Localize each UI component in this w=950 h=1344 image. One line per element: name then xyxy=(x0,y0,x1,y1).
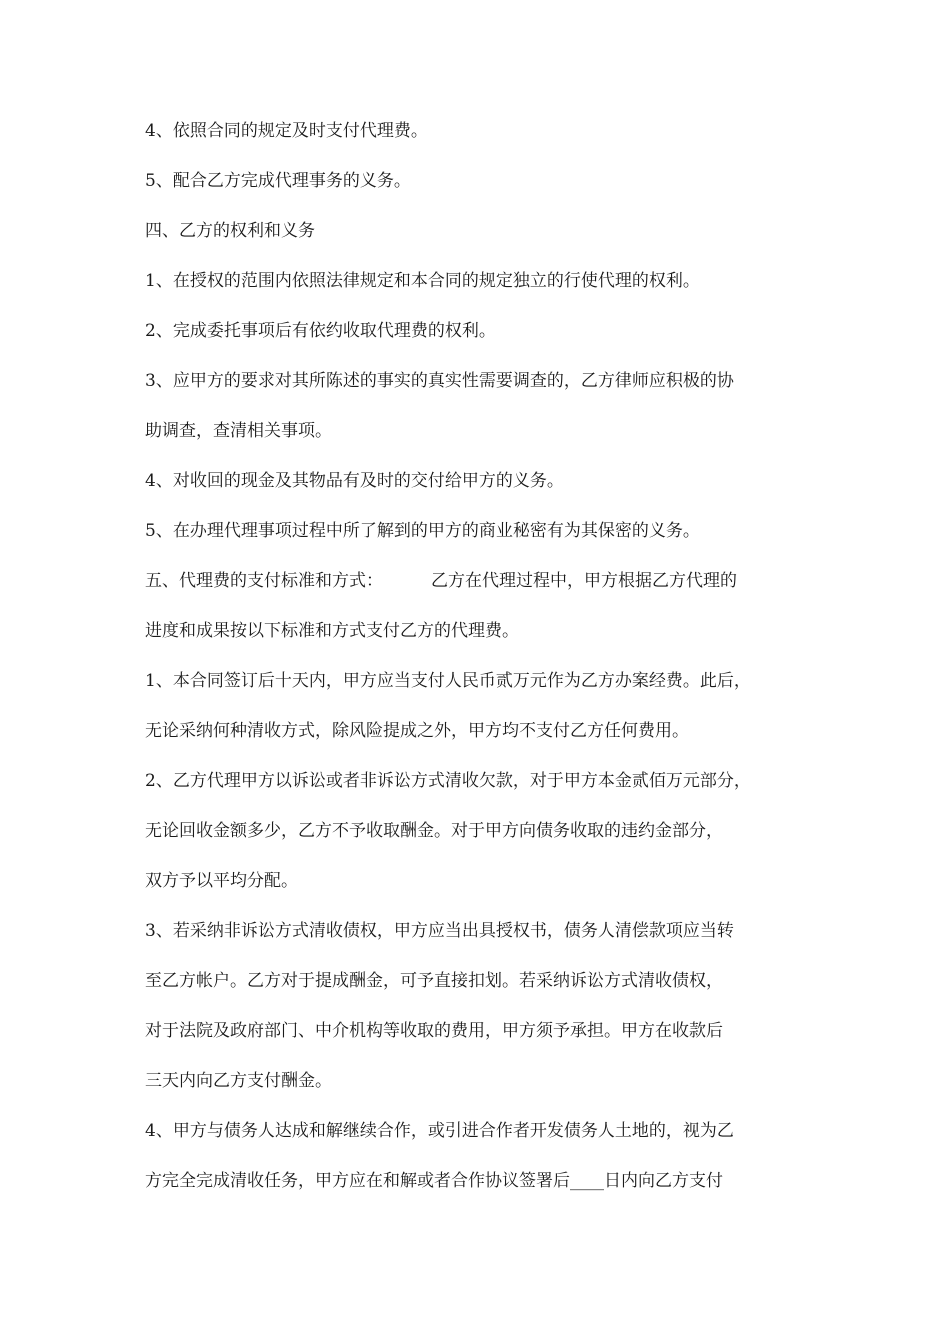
text-line: 无论回收金额多少，乙方不予收取酬金。对于甲方向债务收取的违约金部分， xyxy=(145,821,723,841)
text-line: 3、若采纳非诉讼方式清收债权，甲方应当出具授权书，债务人清偿款项应当转 xyxy=(145,921,734,941)
section-heading: 四、乙方的权利和义务 xyxy=(145,221,315,241)
section-heading-line xyxy=(145,568,825,594)
text-line: 对于法院及政府部门、中介机构等收取的费用，甲方须予承担。甲方在收款后 xyxy=(145,1021,723,1041)
text-line: 方完全完成清收任务，甲方应在和解或者合作协议签署后____日内向乙方支付 xyxy=(145,1171,723,1191)
text-line: 2、完成委托事项后有依约收取代理费的权利。 xyxy=(145,321,496,341)
text-line: 2、乙方代理甲方以诉讼或者非诉讼方式清收欠款，对于甲方本金贰佰万元部分， xyxy=(145,771,751,791)
section-heading: 五、代理费的支付标准和方式： xyxy=(145,571,383,591)
document-body xyxy=(145,118,825,1194)
text-line: 5、配合乙方完成代理事务的义务。 xyxy=(145,171,411,191)
text-line: 双方予以平均分配。 xyxy=(145,871,298,891)
text-line: 无论采纳何种清收方式，除风险提成之外，甲方均不支付乙方任何费用。 xyxy=(145,721,689,741)
text-line: 4、甲方与债务人达成和解继续合作，或引进合作者开发债务人土地的，视为乙 xyxy=(145,1121,734,1141)
text-segment: 乙方在代理过程中，甲方根据乙方代理的 xyxy=(431,571,737,591)
text-line: 5、在办理代理事项过程中所了解到的甲方的商业秘密有为其保密的义务。 xyxy=(145,521,700,541)
text-line: 1、本合同签订后十天内，甲方应当支付人民币贰万元作为乙方办案经费。此后， xyxy=(145,671,751,691)
text-line: 4、依照合同的规定及时支付代理费。 xyxy=(145,121,428,141)
text-line: 1、在授权的范围内依照法律规定和本合同的规定独立的行使代理的权利。 xyxy=(145,271,700,291)
text-line: 三天内向乙方支付酬金。 xyxy=(145,1071,332,1091)
text-line: 4、对收回的现金及其物品有及时的交付给甲方的义务。 xyxy=(145,471,564,491)
text-line: 进度和成果按以下标准和方式支付乙方的代理费。 xyxy=(145,621,519,641)
text-line: 至乙方帐户。乙方对于提成酬金，可予直接扣划。若采纳诉讼方式清收债权， xyxy=(145,971,723,991)
text-line: 3、应甲方的要求对其所陈述的事实的真实性需要调查的，乙方律师应积极的协 xyxy=(145,371,734,391)
text-line: 助调查，查清相关事项。 xyxy=(145,421,332,441)
